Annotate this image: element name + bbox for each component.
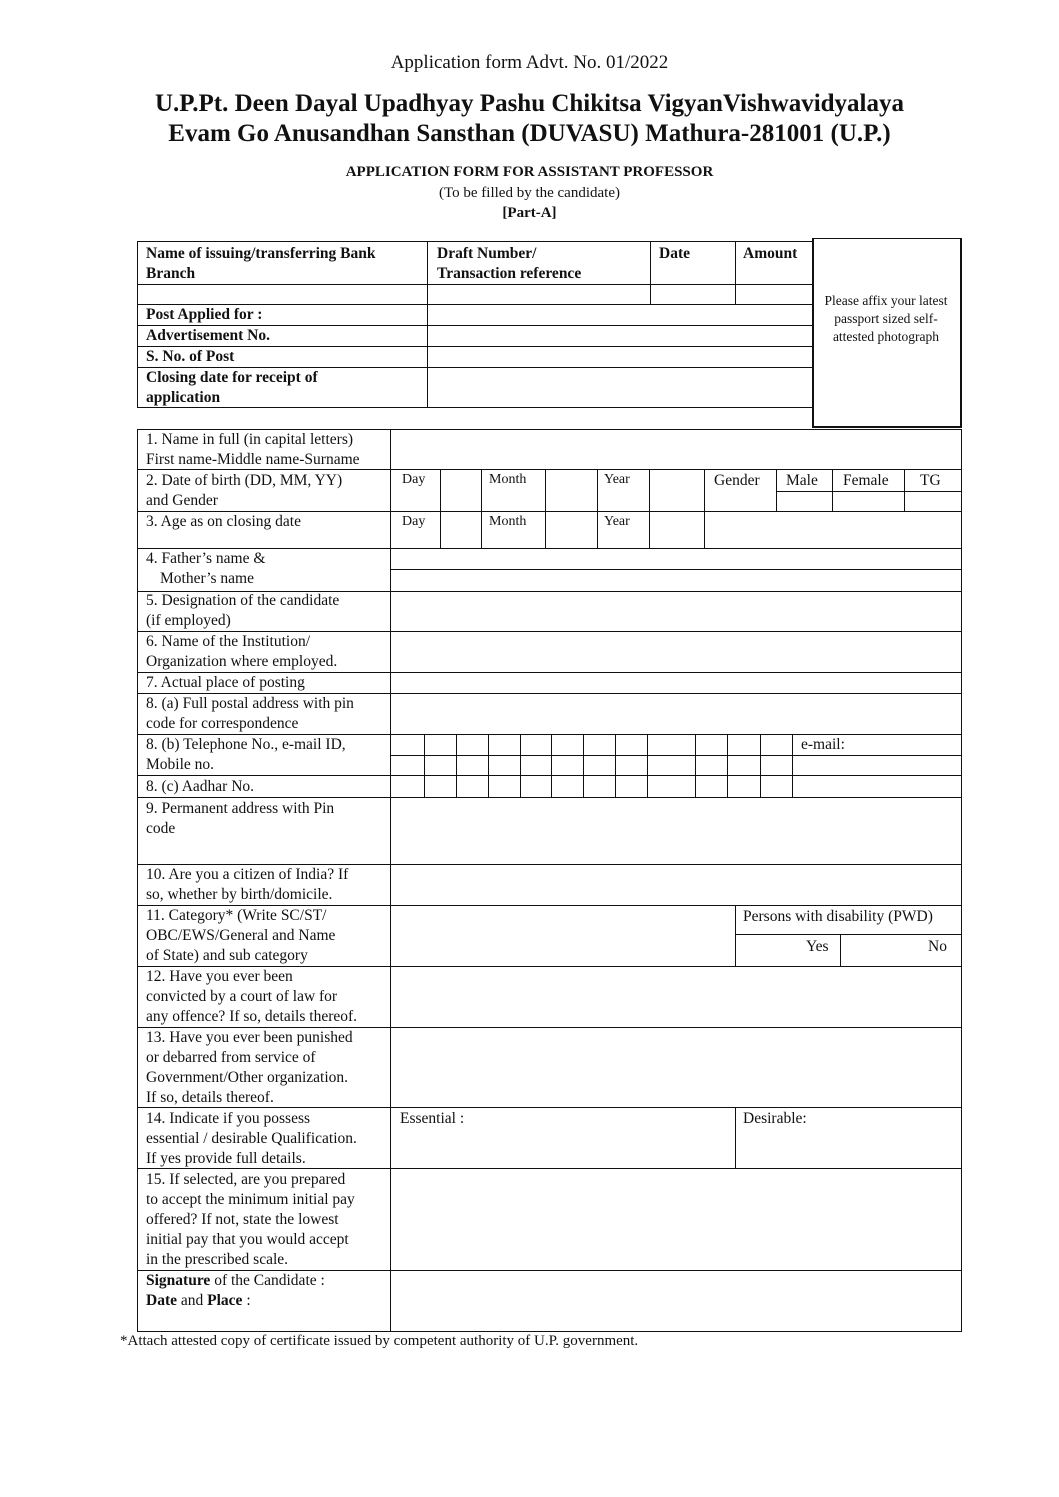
- closing-date-label-1: Closing date for receipt of: [146, 369, 318, 386]
- closing-date-label-2: application: [146, 389, 221, 406]
- institution-label: 6. Name of the Institution/: [146, 633, 311, 650]
- name-in-full-label: 1. Name in full (in capital letters): [146, 431, 354, 448]
- gender-label: Gender: [714, 472, 760, 489]
- father-name-label: 4. Father’s name &: [146, 550, 266, 567]
- date-of-birth-label: 2. Date of birth (DD, MM, YY): [146, 472, 343, 489]
- convicted-label: 12. Have you ever been: [146, 968, 293, 985]
- pwd-no[interactable]: No: [928, 938, 947, 955]
- dob-day: Day: [402, 472, 426, 487]
- postal-address-label-2: code for correspondence: [146, 715, 299, 732]
- date-place-label: Date and Place :: [146, 1292, 251, 1309]
- category-label-2: OBC/EWS/General and Name: [146, 927, 336, 944]
- form-title: APPLICATION FORM FOR ASSISTANT PROFESSOR: [345, 164, 714, 180]
- pay-label-5: in the prescribed scale.: [146, 1251, 289, 1268]
- dob-year: Year: [604, 472, 630, 487]
- pay-label: 15. If selected, are you prepared: [146, 1171, 346, 1188]
- draft-number-label-1: Draft Number/: [437, 245, 537, 262]
- email-label: e-mail:: [801, 736, 845, 753]
- mother-name-label: Mother’s name: [160, 570, 254, 587]
- telephone-label: 8. (b) Telephone No., e-mail ID,: [146, 736, 346, 753]
- signature-label: Signature of the Candidate :: [146, 1272, 325, 1289]
- pwd-yes[interactable]: Yes: [806, 938, 829, 955]
- punished-label: 13. Have you ever been punished: [146, 1029, 353, 1046]
- category-label: 11. Category* (Write SC/ST/: [146, 907, 327, 924]
- essential-label: Essential :: [400, 1110, 465, 1127]
- advertisement-no-label: Advertisement No.: [146, 327, 270, 344]
- part-label: [Part-A]: [502, 205, 557, 221]
- university-name-line-2: Evam Go Anusandhan Sansthan (DUVASU) Mathura-281001 (U.P.): [168, 120, 891, 147]
- pay-label-4: initial pay that you would accept: [146, 1231, 349, 1248]
- post-applied-label: Post Applied for :: [146, 306, 263, 323]
- age-day: Day: [402, 514, 426, 529]
- age-label: 3. Age as on closing date: [146, 513, 301, 530]
- permanent-address-label: 9. Permanent address with Pin: [146, 800, 335, 817]
- punished-label-2: or debarred from service of: [146, 1049, 316, 1066]
- dob-month: Month: [489, 472, 527, 487]
- pay-label-3: offered? If not, state the lowest: [146, 1211, 339, 1228]
- name-order-hint: First name-Middle name-Surname: [146, 451, 360, 468]
- permanent-address-label-2: code: [146, 820, 176, 837]
- place-of-posting-label: 7. Actual place of posting: [146, 674, 305, 691]
- bank-branch-label-2: Branch: [146, 265, 196, 282]
- photo-placeholder[interactable]: Please affix your latest passport sized self-attested photograph: [824, 293, 948, 344]
- pay-label-2: to accept the minimum initial pay: [146, 1191, 355, 1208]
- qualification-label-2: essential / desirable Qualification.: [146, 1130, 357, 1147]
- punished-label-4: If so, details thereof.: [146, 1089, 274, 1106]
- filled-by-note: (To be filled by the candidate): [439, 185, 620, 201]
- sno-post-label: S. No. of Post: [146, 348, 235, 365]
- gender-male[interactable]: Male: [786, 472, 818, 489]
- designation-note: (if employed): [146, 612, 231, 629]
- draft-number-label-2: Transaction reference: [437, 265, 582, 282]
- date-label: Date: [659, 245, 690, 262]
- footnote: *Attach attested copy of certificate issued by competent authority of U.P. government.: [120, 1333, 639, 1349]
- pwd-label: Persons with disability (PWD): [743, 908, 933, 925]
- university-name-line-1: U.P.Pt. Deen Dayal Upadhyay Pashu Chikitsa VigyanVishwavidyalaya: [155, 90, 904, 117]
- qualification-label-3: If yes provide full details.: [146, 1150, 306, 1167]
- institution-label-2: Organization where employed.: [146, 653, 338, 670]
- convicted-label-3: any offence? If so, details thereof.: [146, 1008, 358, 1025]
- citizen-label: 10. Are you a citizen of India? If: [146, 866, 349, 883]
- amount-label: Amount: [743, 245, 798, 262]
- advertisement-number: Application form Advt. No. 01/2022: [390, 52, 669, 73]
- punished-label-3: Government/Other organization.: [146, 1069, 349, 1086]
- aadhar-label: 8. (c) Aadhar No.: [146, 778, 255, 795]
- desirable-label: Desirable:: [743, 1110, 807, 1127]
- designation-label: 5. Designation of the candidate: [146, 592, 340, 609]
- gender-tg[interactable]: TG: [920, 472, 941, 489]
- age-year: Year: [604, 514, 630, 529]
- age-month: Month: [489, 514, 527, 529]
- bank-branch-label-1: Name of issuing/transferring Bank: [146, 245, 376, 262]
- qualification-label: 14. Indicate if you possess: [146, 1110, 311, 1127]
- category-label-3: of State) and sub category: [146, 947, 308, 964]
- postal-address-label: 8. (a) Full postal address with pin: [146, 695, 354, 712]
- gender-label-row: and Gender: [146, 492, 218, 509]
- gender-female[interactable]: Female: [843, 472, 889, 489]
- convicted-label-2: convicted by a court of law for: [146, 988, 338, 1005]
- citizen-label-2: so, whether by birth/domicile.: [146, 886, 333, 903]
- mobile-label: Mobile no.: [146, 756, 215, 773]
